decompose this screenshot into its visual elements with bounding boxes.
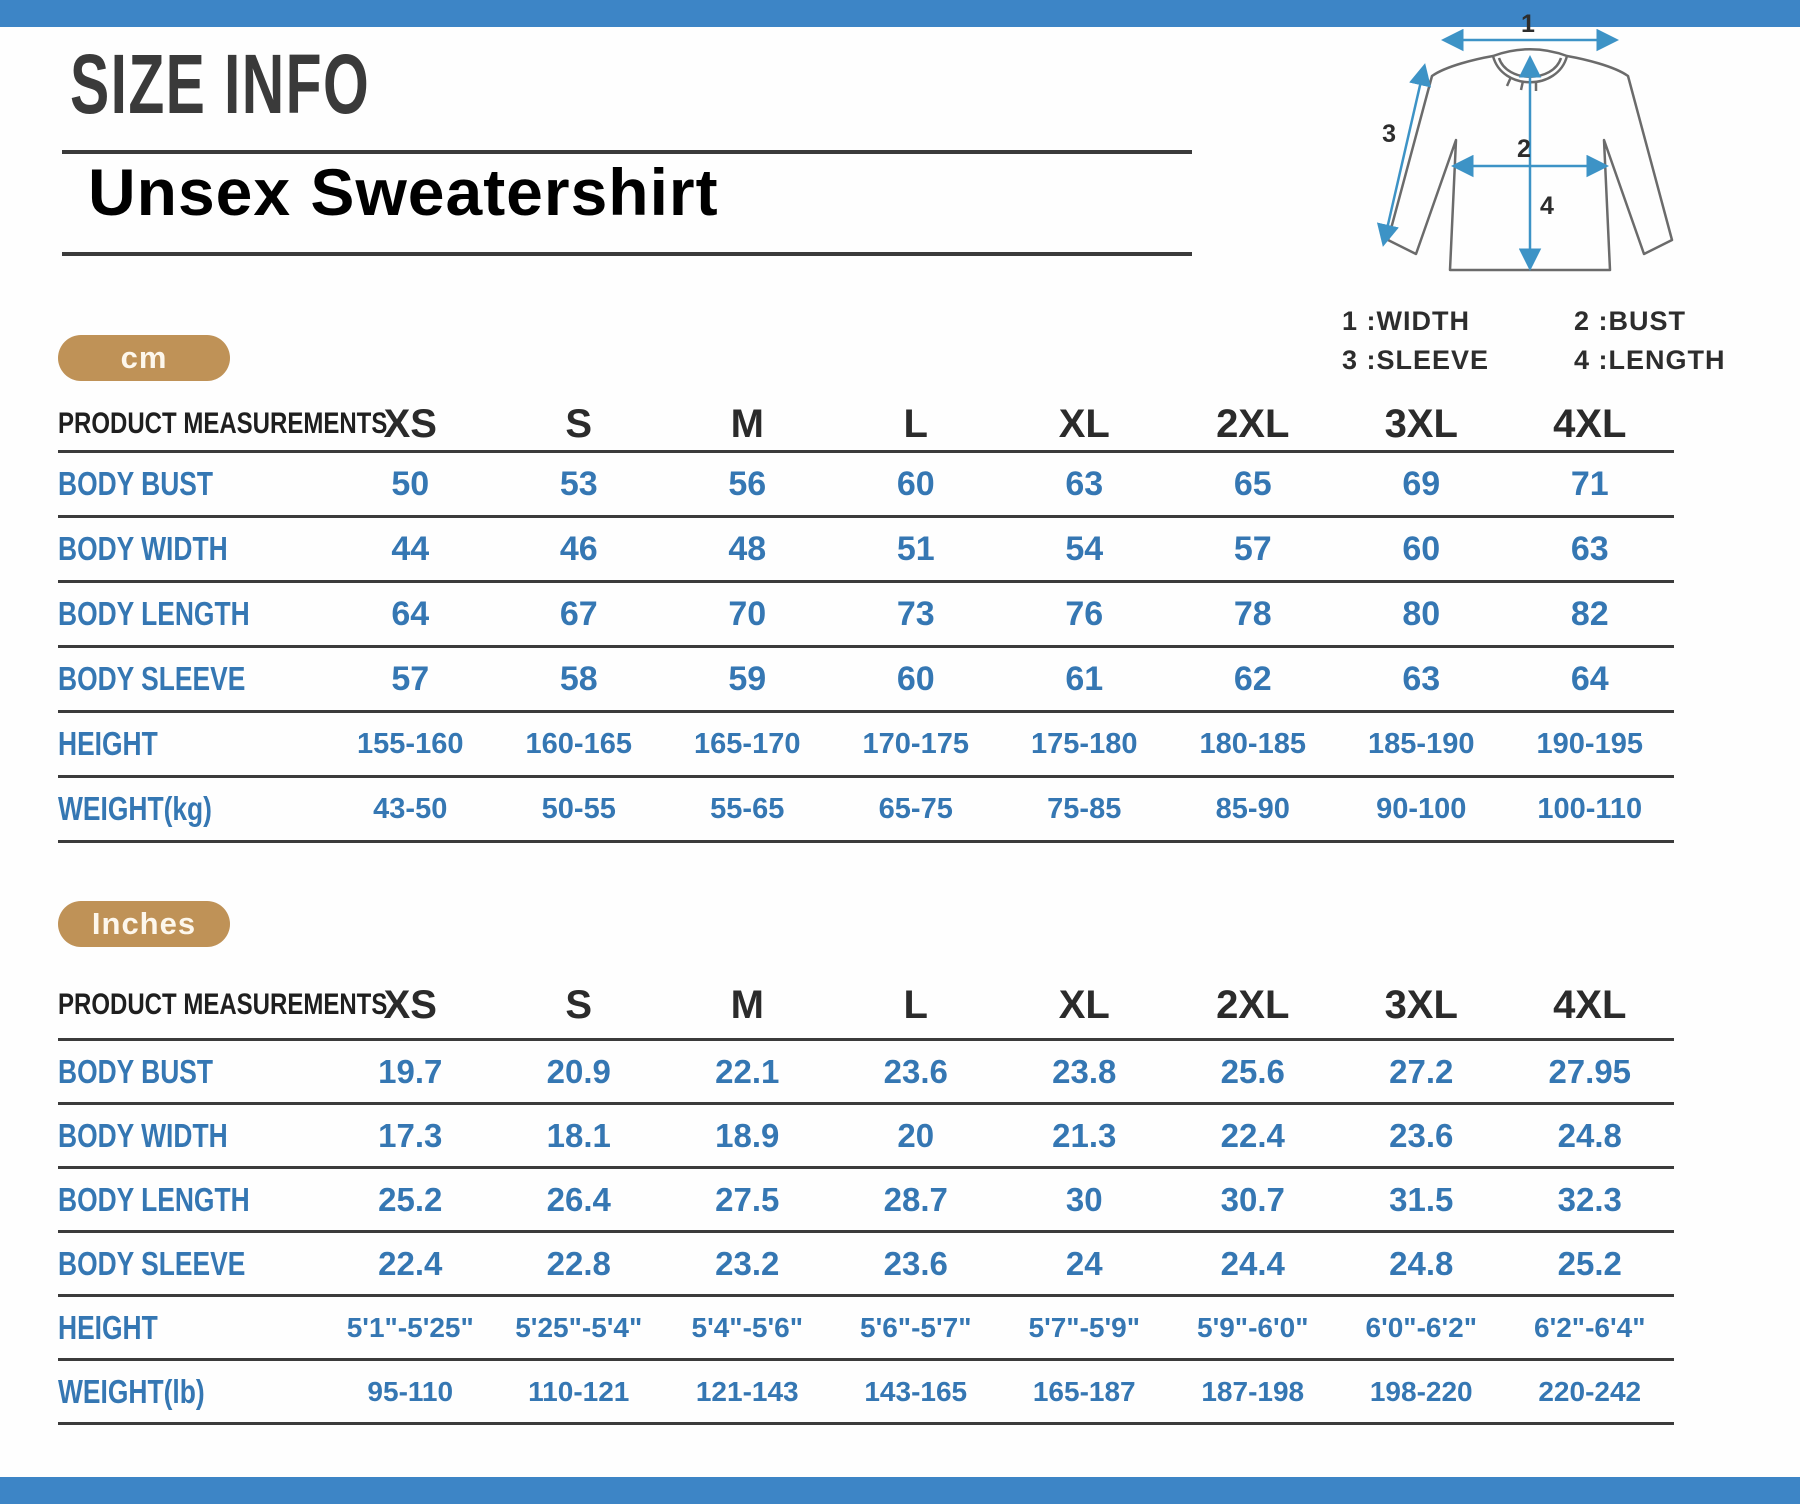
measurement-value: 187-198	[1169, 1361, 1338, 1425]
measurement-value: 71	[1506, 453, 1675, 518]
measurement-arrows	[1384, 40, 1614, 266]
measurement-value: 82	[1506, 583, 1675, 648]
size-column-header: M	[663, 972, 832, 1041]
measurement-value: 67	[495, 583, 664, 648]
measurement-value: 22.1	[663, 1041, 832, 1105]
measurement-row-label: HEIGHT	[58, 713, 326, 778]
measurement-value: 59	[663, 648, 832, 713]
legend-item-sleeve: 3 :SLEEVE	[1342, 345, 1490, 375]
diagram-legend	[1342, 306, 1726, 376]
measurement-value: 18.9	[663, 1105, 832, 1169]
measurement-value: 110-121	[495, 1361, 664, 1425]
measurement-value: 185-190	[1337, 713, 1506, 778]
measurement-value: 30	[1000, 1169, 1169, 1233]
measurement-row-label: BODY BUST	[58, 1041, 326, 1105]
measurement-value: 95-110	[326, 1361, 495, 1425]
measurement-value: 5'7"-5'9"	[1000, 1297, 1169, 1361]
arrow-label-2: 2	[1517, 135, 1531, 163]
size-table-cm	[58, 398, 1674, 843]
legend-item-bust: 2 :BUST	[1574, 306, 1687, 336]
measurement-value: 31.5	[1337, 1169, 1506, 1233]
measurement-value: 32.3	[1506, 1169, 1675, 1233]
measurement-value: 60	[832, 453, 1001, 518]
measurement-value: 60	[1337, 518, 1506, 583]
measurement-value: 220-242	[1506, 1361, 1675, 1425]
measurement-value: 58	[495, 648, 664, 713]
measurement-value: 24.4	[1169, 1233, 1338, 1297]
measurement-value: 43-50	[326, 778, 495, 843]
page-title: SIZE INFO	[70, 37, 371, 131]
measurement-value: 180-185	[1169, 713, 1338, 778]
measurement-value: 20	[832, 1105, 1001, 1169]
size-column-header: 2XL	[1169, 398, 1338, 453]
measurement-value: 170-175	[832, 713, 1001, 778]
measurement-value: 61	[1000, 648, 1169, 713]
size-column-header: XS	[326, 398, 495, 453]
bottom-accent-bar	[0, 1477, 1800, 1504]
measurement-value: 26.4	[495, 1169, 664, 1233]
size-column-header: XL	[1000, 398, 1169, 453]
measurement-value: 160-165	[495, 713, 664, 778]
size-column-header: L	[832, 972, 1001, 1041]
measurement-row-label: WEIGHT(kg)	[58, 778, 326, 843]
measurement-row-label: BODY LENGTH	[58, 1169, 326, 1233]
measurement-row-label: BODY WIDTH	[58, 1105, 326, 1169]
measurement-value: 85-90	[1169, 778, 1338, 843]
measurement-value: 65-75	[832, 778, 1001, 843]
legend-item-width: 1 :WIDTH	[1342, 306, 1470, 336]
measurement-value: 6'2"-6'4"	[1506, 1297, 1675, 1361]
measurement-value: 50-55	[495, 778, 664, 843]
measurement-row-label: HEIGHT	[58, 1297, 326, 1361]
measure-header: PRODUCT MEASUREMENTS	[58, 398, 326, 453]
measurement-value: 60	[832, 648, 1001, 713]
measurement-value: 78	[1169, 583, 1338, 648]
measurement-value: 143-165	[832, 1361, 1001, 1425]
measurement-value: 63	[1337, 648, 1506, 713]
unit-badge-cm: cm	[58, 335, 230, 381]
measurement-row-label: WEIGHT(lb)	[58, 1361, 326, 1425]
measurement-value: 80	[1337, 583, 1506, 648]
measurement-value: 21.3	[1000, 1105, 1169, 1169]
measurement-value: 48	[663, 518, 832, 583]
measurement-value: 25.2	[1506, 1233, 1675, 1297]
measurement-value: 17.3	[326, 1105, 495, 1169]
measurement-value: 27.5	[663, 1169, 832, 1233]
measurement-value: 23.2	[663, 1233, 832, 1297]
measurement-value: 65	[1169, 453, 1338, 518]
size-column-header: S	[495, 398, 664, 453]
sweatshirt-measurement-diagram	[1308, 14, 1754, 306]
measurement-value: 24	[1000, 1233, 1169, 1297]
measure-header: PRODUCT MEASUREMENTS	[58, 972, 326, 1041]
measurement-value: 19.7	[326, 1041, 495, 1105]
size-column-header: 3XL	[1337, 398, 1506, 453]
measurement-value: 57	[1169, 518, 1338, 583]
measurement-value: 25.6	[1169, 1041, 1338, 1105]
unit-badge-inches: Inches	[58, 901, 230, 947]
measurement-value: 54	[1000, 518, 1169, 583]
arrow-label-4: 4	[1540, 192, 1554, 220]
size-column-header: L	[832, 398, 1001, 453]
measurement-value: 5'1"-5'25"	[326, 1297, 495, 1361]
measurement-value: 51	[832, 518, 1001, 583]
measurement-value: 25.2	[326, 1169, 495, 1233]
measurement-value: 69	[1337, 453, 1506, 518]
measurement-value: 56	[663, 453, 832, 518]
measurement-value: 44	[326, 518, 495, 583]
measurement-value: 46	[495, 518, 664, 583]
measurement-value: 6'0"-6'2"	[1337, 1297, 1506, 1361]
size-table-inches	[58, 972, 1674, 1425]
legend-item-length: 4 :LENGTH	[1574, 345, 1726, 375]
arrow-label-1: 1	[1521, 14, 1535, 38]
measurement-row-label: BODY SLEEVE	[58, 1233, 326, 1297]
measurement-value: 5'4"-5'6"	[663, 1297, 832, 1361]
measurement-value: 24.8	[1506, 1105, 1675, 1169]
measurement-value: 63	[1000, 453, 1169, 518]
measurement-value: 121-143	[663, 1361, 832, 1425]
measurement-value: 23.6	[832, 1233, 1001, 1297]
measurement-value: 24.8	[1337, 1233, 1506, 1297]
measurement-value: 198-220	[1337, 1361, 1506, 1425]
size-column-header: 4XL	[1506, 972, 1675, 1041]
measurement-value: 23.6	[1337, 1105, 1506, 1169]
measurement-value: 22.8	[495, 1233, 664, 1297]
title-divider-bottom	[62, 252, 1192, 256]
measurement-value: 27.2	[1337, 1041, 1506, 1105]
size-column-header: 4XL	[1506, 398, 1675, 453]
measurement-value: 62	[1169, 648, 1338, 713]
measurement-value: 57	[326, 648, 495, 713]
measurement-value: 18.1	[495, 1105, 664, 1169]
measurement-row-label: BODY SLEEVE	[58, 648, 326, 713]
measurement-value: 100-110	[1506, 778, 1675, 843]
measurement-value: 190-195	[1506, 713, 1675, 778]
measurement-value: 64	[326, 583, 495, 648]
measurement-value: 165-170	[663, 713, 832, 778]
measurement-value: 30.7	[1169, 1169, 1338, 1233]
arrow-label-3: 3	[1382, 120, 1396, 148]
measurement-value: 165-187	[1000, 1361, 1169, 1425]
measurement-row-label: BODY LENGTH	[58, 583, 326, 648]
size-column-header: 3XL	[1337, 972, 1506, 1041]
measurement-value: 55-65	[663, 778, 832, 843]
measurement-value: 63	[1506, 518, 1675, 583]
measurement-value: 64	[1506, 648, 1675, 713]
measurement-value: 23.8	[1000, 1041, 1169, 1105]
measurement-row-label: BODY BUST	[58, 453, 326, 518]
measurement-value: 22.4	[1169, 1105, 1338, 1169]
measurement-value: 20.9	[495, 1041, 664, 1105]
measurement-value: 90-100	[1337, 778, 1506, 843]
measurement-value: 28.7	[832, 1169, 1001, 1233]
product-name: Unsex Sweatershirt	[88, 155, 719, 229]
size-column-header: S	[495, 972, 664, 1041]
size-column-header: 2XL	[1169, 972, 1338, 1041]
size-column-header: XL	[1000, 972, 1169, 1041]
size-column-header: XS	[326, 972, 495, 1041]
measurement-value: 53	[495, 453, 664, 518]
size-table-cm-grid	[58, 398, 1674, 843]
measurement-value: 5'9"-6'0"	[1169, 1297, 1338, 1361]
measurement-value: 175-180	[1000, 713, 1169, 778]
measurement-value: 5'6"-5'7"	[832, 1297, 1001, 1361]
measurement-value: 73	[832, 583, 1001, 648]
measurement-value: 50	[326, 453, 495, 518]
measurement-value: 5'25"-5'4"	[495, 1297, 664, 1361]
measurement-row-label: BODY WIDTH	[58, 518, 326, 583]
size-table-inches-grid	[58, 972, 1674, 1425]
measurement-value: 70	[663, 583, 832, 648]
size-column-header: M	[663, 398, 832, 453]
measurement-value: 75-85	[1000, 778, 1169, 843]
measurement-value: 23.6	[832, 1041, 1001, 1105]
measurement-value: 27.95	[1506, 1041, 1675, 1105]
measurement-value: 76	[1000, 583, 1169, 648]
measurement-value: 155-160	[326, 713, 495, 778]
measurement-value: 22.4	[326, 1233, 495, 1297]
